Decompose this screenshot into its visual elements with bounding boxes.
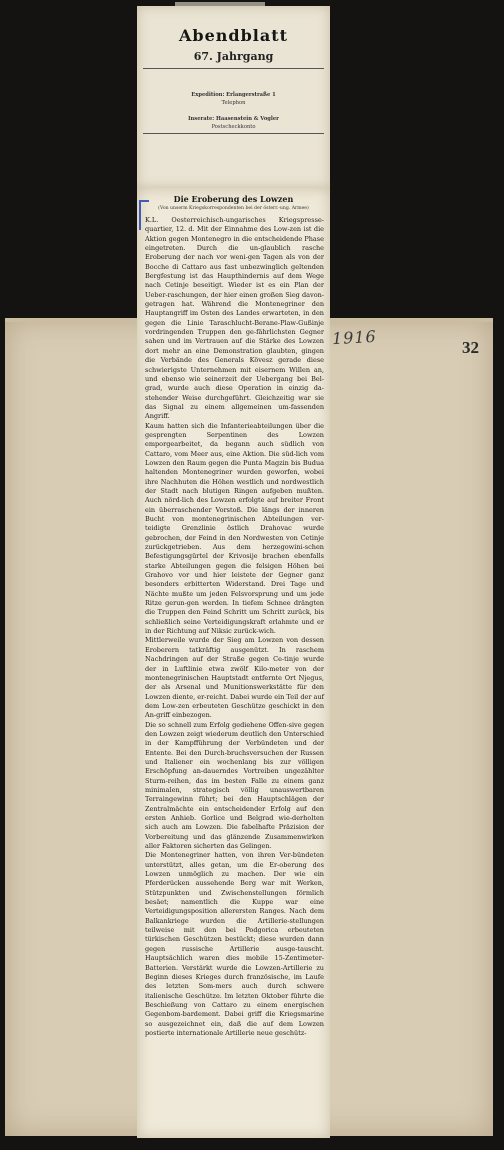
- article-body: K.L. Oesterreichisch-ungarisches Kriegspresse-quartier, 12. d. Mit der Einnahme des Low-zen ist die Aktion gegen Montenegro in die entscheidende Phase eingetreten. Durch die un-glaublich rasche Eroberung der nach vor weni-gen Tagen als von der Bocche di Cattaro aus fast unbezwinglich geltenden Bergfestung ist das Haupthindernis auf dem Wege nach Cetinje beseitigt. Wieder ist es ein Plan der Ueber-raschungen, der hier einen großen Sieg davon-getragen hat. Während die Montenegriner den Hauptangriff im Osten des Landes erwarteten, in den gegen die Linie Taraschlucht-Berane-Plaw-Gußinje vordringenden Truppen den ge-fährlichsten Gegner sahen und im Vertrauen auf die Stärke des Lowzen dort mehr an eine Demonstration glaubten, gingen die Verbände des Generals Kövesz gerade diese schwierigste Unternehmen mit eisernem Willen an, und ebenso wie seinerzeit der Uebergang bei Bel-grad, wurde auch diese Operation in einzig da-stehender Weise durchgeführt. Gleichzeitig war sie das Signal zu einem allgemeinen um-fassenden Angriff. Kaum hatten sich die Infanterieabteilungen über die gesprengten Serpentinen des Lowzen emporgearbeitet, da begann auch südlich von Cattaro, vom Meer aus, eine Aktion. Die süd-lich vom Lowzen den Raum gegen die Punta Magzin bis Budua haltenden Montenegriner wurden geworfen, wobei ihre Nachhuten die Höhen westlich und nordwestlich der Stadt nach blutigen Ringen aufgeben mußten. Auch nörd-lich des Lowzen erfolgte auf breiter Front ein überraschender Vorstoß. Die längs der inneren Bucht von montenegrinischen Abteilungen ver-teidigte Grenzlinie östlich Drahovac wurde gebrochen, der Feind in den Nordwesten von Cetinje zurückgetrieben. Aus dem herzegowini-schen Befestigungsgürtel der Krivosije brachen ebenfalls starke Abteilungen gegen die felsigen Höhen bei Grahovo vor und hier leistete der Gegner ganz besonders erbitterten Widerstand. Drei Tage und Nächte mußte um jeden Felsvorsprung und um jede Ritze gerun-gen werden. In tiefem Schnee drängten die Truppen den Feind Schritt um Schritt zurück, bis schließlich seine Verteidigungskraft erlahmte und er in der Richtung auf Niksic zurück-wich. Mittlerweile wurde der Sieg am Lowzen von dessen Eroberern tatkräftig ausgenützt. In raschem Nachdringen auf der Straße gegen Ce-tinje wurde der in Luftlinie etwa zwölf Kilo-meter von der montenegrinischen Hauptstadt entfernte Ort Njegus, der als Arsenal und Munitionswerkstätte für den Lowzen diente, er-reicht. Dabei wurde ein Teil der auf dem Low-zen erbeuteten Geschütze geschickt in den An-griff einbezogen. Die so schnell zum Erfolg gediehene Offen-sive gegen den Lowzen zeigt wiederum deutlich den Unterschied in der Kampfführung der Verbündeten und der Entente. Bei den Durch-bruchsversuchen der Russen und Italiener ein wochenlang bis zur völligen Erschöpfung an-dauerndes Vortreiben ungezählter Sturm-reihen, das im besten Falle zu einem ganz minimalen, strategisch völlig unauswertbaren Terraingewinn führt; bei den Hauptschlägen der Zentralmächte ein entscheidender Erfolg auf den ersten Anhieb. Gorlice und Belgrad wie-derholten sich auch am Lowzen. Die fabelhafte Präzision der Vorbereitung und das glänzende Zusammenwirken aller Faktoren sicherten das Gelingen. Die Montenegriner hatten, von ihren Ver-bündeten unterstützt, alles getan, um die Er-oberung des Lowzen unmöglich zu machen. Der wie ein Pferderücken aussehende Berg war mit Werken, Stützpunkten und Zwischenstellungen förmlich besäet; namentlich die Kuppe war eine Verteidigungsposition allerersten Ranges. Nach dem Balkankriege wurden die Artillerie-stellungen teilweise mit den bei Podgorica erbeuteten türkischen Geschützen bestückt; diese wurden dann gegen russische Artillerie ausge-tauscht. Hauptsächlich waren dies mobile 15-Zentimeter-Batterien. Verstärkt wurde die Lowzen-Artillerie zu Beginn dieses Krieges durch französische, im Laufe des letzten Som-mers auch durch schwere italienische Geschütze. Im letzten Oktober führte die Beschießung von Cattaro zu einem energischen Gegenbom-bardement. Dabei griff die Kriegsmarine so ausgezeichnet ein, daß die auf dem Lowzen postierte internationale Artillerie neue geschütz-: [145, 216, 324, 1037]
- newspaper-masthead: [137, 6, 330, 188]
- inserate-line: Inserate: Haasenstein & Vogler: [188, 116, 279, 122]
- handwritten-date: 1916: [331, 326, 378, 349]
- paper-name: Abendblatt: [178, 26, 288, 45]
- expedition-line: Expedition: Erlangerstraße 1: [191, 92, 276, 98]
- volume-number: 67. Jahrgang: [193, 50, 274, 63]
- masthead-rule-lower: [143, 133, 324, 134]
- masthead-rule: [143, 68, 324, 69]
- page-number: 32: [462, 338, 479, 357]
- article-headline: Die Eroberung des Lowzen: [173, 194, 294, 204]
- blue-pencil-mark: [139, 200, 141, 230]
- postcheck-line: Postscheckkonto: [211, 124, 256, 130]
- newspaper-article: [137, 188, 330, 1138]
- expedition-phone: Telephon: [221, 100, 246, 106]
- article-subhead: (Von unserm Kriegskorrespondenten bei der österr.-ung. Armee): [158, 206, 309, 211]
